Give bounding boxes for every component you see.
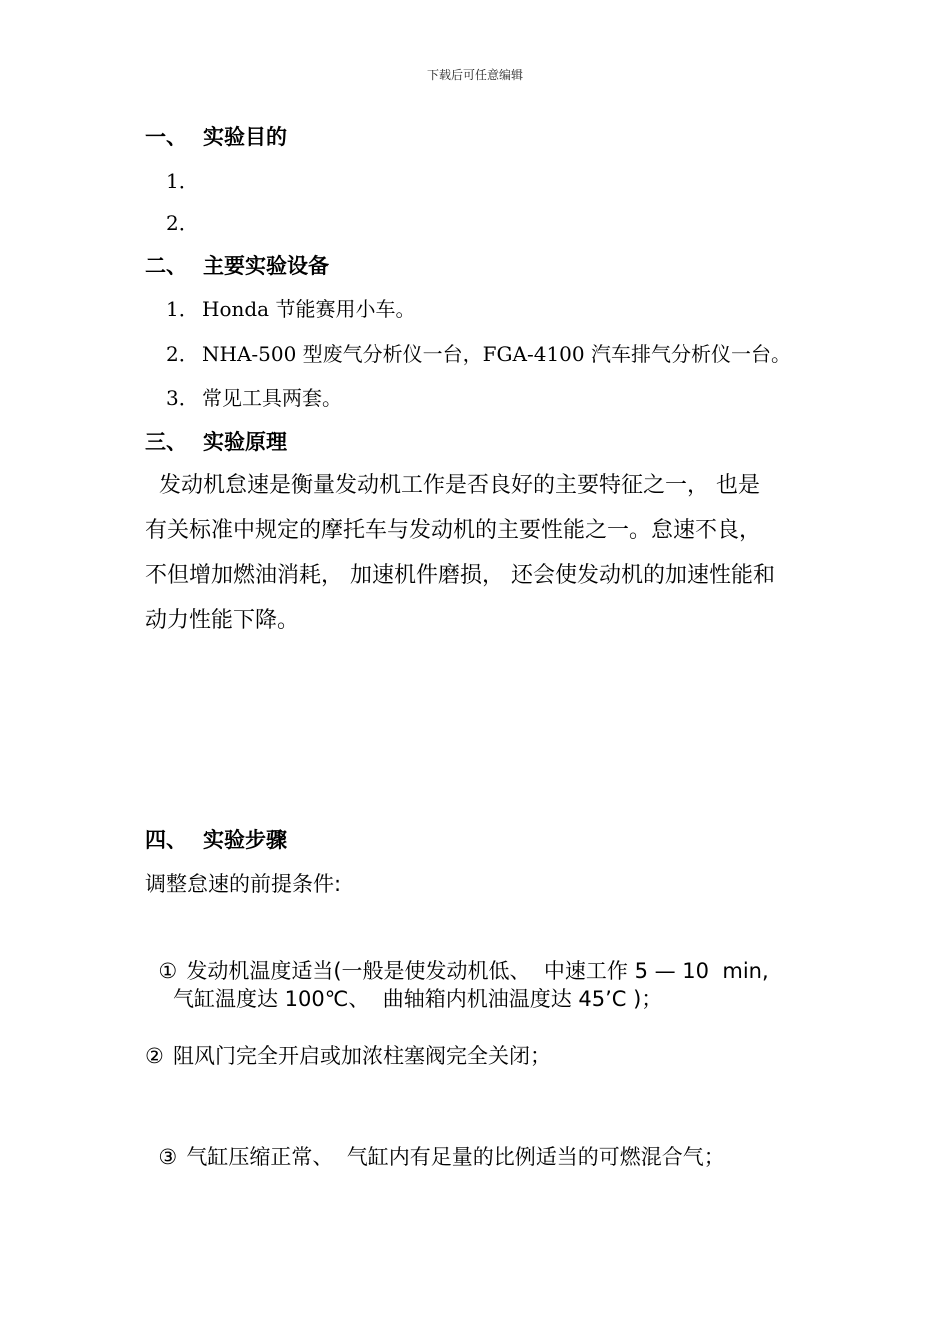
list-item-number: 1． (166, 169, 199, 193)
list-item-number: 2． (166, 211, 199, 235)
paragraph-line: 动力性能下降。 (145, 608, 300, 633)
section-title: 实验步骤 (203, 828, 287, 852)
condition-item (145, 1112, 725, 1172)
list-item-number: 1． (166, 297, 199, 321)
condition-continuation: 气缸温度达 100℃、 曲轴箱内机油温度达 45’C )； (173, 987, 663, 1011)
list-item (166, 208, 202, 238)
section-heading-2 (145, 251, 329, 281)
header-note: 下载后可任意编辑 (426, 68, 523, 82)
condition-item (145, 926, 769, 986)
condition-text: 发动机温度适当(一般是使发动机低、 中速工作 5 — 10 min, (186, 959, 769, 983)
condition-text: 阻风门完全开启或加浓柱塞阀完全关闭； (173, 1044, 551, 1068)
section-number: 二、 (145, 254, 187, 278)
list-item-text: 常见工具两套。 (202, 386, 342, 410)
condition-mark: ① (158, 959, 178, 983)
list-item-number: 3． (166, 386, 199, 410)
condition-mark: ③ (158, 1145, 178, 1169)
section-heading-3 (145, 427, 287, 457)
section-number: 一、 (145, 125, 187, 149)
list-item (166, 166, 202, 196)
list-item (166, 383, 342, 413)
list-item (166, 294, 415, 324)
list-item-number: 2． (166, 342, 199, 366)
condition-item (145, 1041, 551, 1071)
paragraph-line: 发动机怠速是衡量发动机工作是否良好的主要特征之一， 也是 (145, 473, 760, 498)
section-number: 三、 (145, 430, 187, 454)
list-item-text: Honda 节能赛用小车。 (202, 297, 416, 321)
condition-text: 气缸压缩正常、 气缸内有足量的比例适当的可燃混合气； (186, 1145, 725, 1169)
section-heading-4 (145, 825, 287, 855)
section-heading-1 (145, 122, 287, 152)
conditions-intro: 调整怠速的前提条件: (145, 872, 342, 896)
section-title: 实验原理 (203, 430, 287, 454)
section-title: 实验目的 (203, 125, 287, 149)
condition-mark: ② (145, 1044, 164, 1068)
list-item (166, 339, 791, 369)
section-number: 四、 (145, 828, 187, 852)
paragraph-line: 有关标准中规定的摩托车与发动机的主要性能之一。怠速不良， (145, 518, 762, 543)
section-title: 主要实验设备 (203, 254, 329, 278)
paragraph-line: 不但增加燃油消耗， 加速机件磨损， 还会使发动机的加速性能和 (145, 563, 775, 588)
list-item-text: NHA-500 型废气分析仪一台，FGA-4100 汽车排气分析仪一台。 (202, 342, 791, 366)
